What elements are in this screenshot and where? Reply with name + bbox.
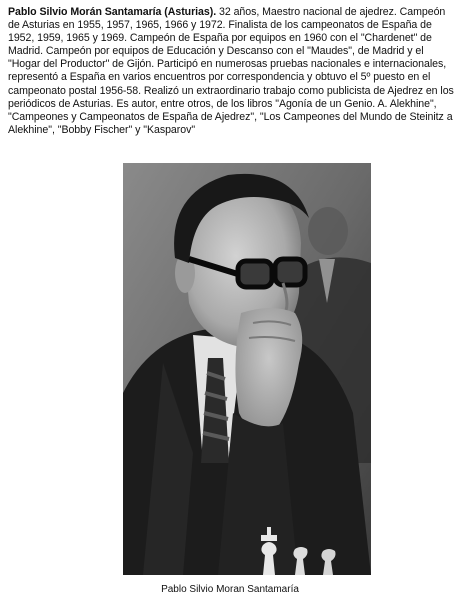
person-name-heading: Pablo Silvio Morán Santamaría (Asturias).: [8, 6, 217, 18]
portrait-photo: [123, 163, 371, 575]
biography-text: 32 años, Maestro nacional de ajedrez. Campeón de Asturias en 1955, 1957, 1965, 1966 y 1972. Finalista de los campeonatos de España de 1952, 1959, 1965 y 1969. Campeón de España por equipos en 1960 con el "Chardenet" de Madrid. Campeón por equipos de Educación y Descanso con el "Maudes", de Madrid y el "Hogar del Productor" de Gijón. Participó en numerosas pruebas nacionales e internacionales, representó a España en varios encuentros por correspondencia y obtuvo el 5º puesto en el campeonato postal 1956-58. Realizó un extraordinario trabajo como publicista de Ajedrez en los periódicos de Asturias. Es autor, entre otros, de los libros "Agonía de un Genio. A. Alekhine", "Campeones y Campeonatos de España de Ajedrez", "Los Campeones del Mundo de Steinitz a Alekhine", "Bobby Fischer" y "Kasparov": [8, 6, 454, 136]
biography-paragraph: [8, 6, 454, 137]
portrait-illustration: [123, 163, 371, 575]
photo-caption: Pablo Silvio Moran Santamaría: [161, 584, 299, 595]
